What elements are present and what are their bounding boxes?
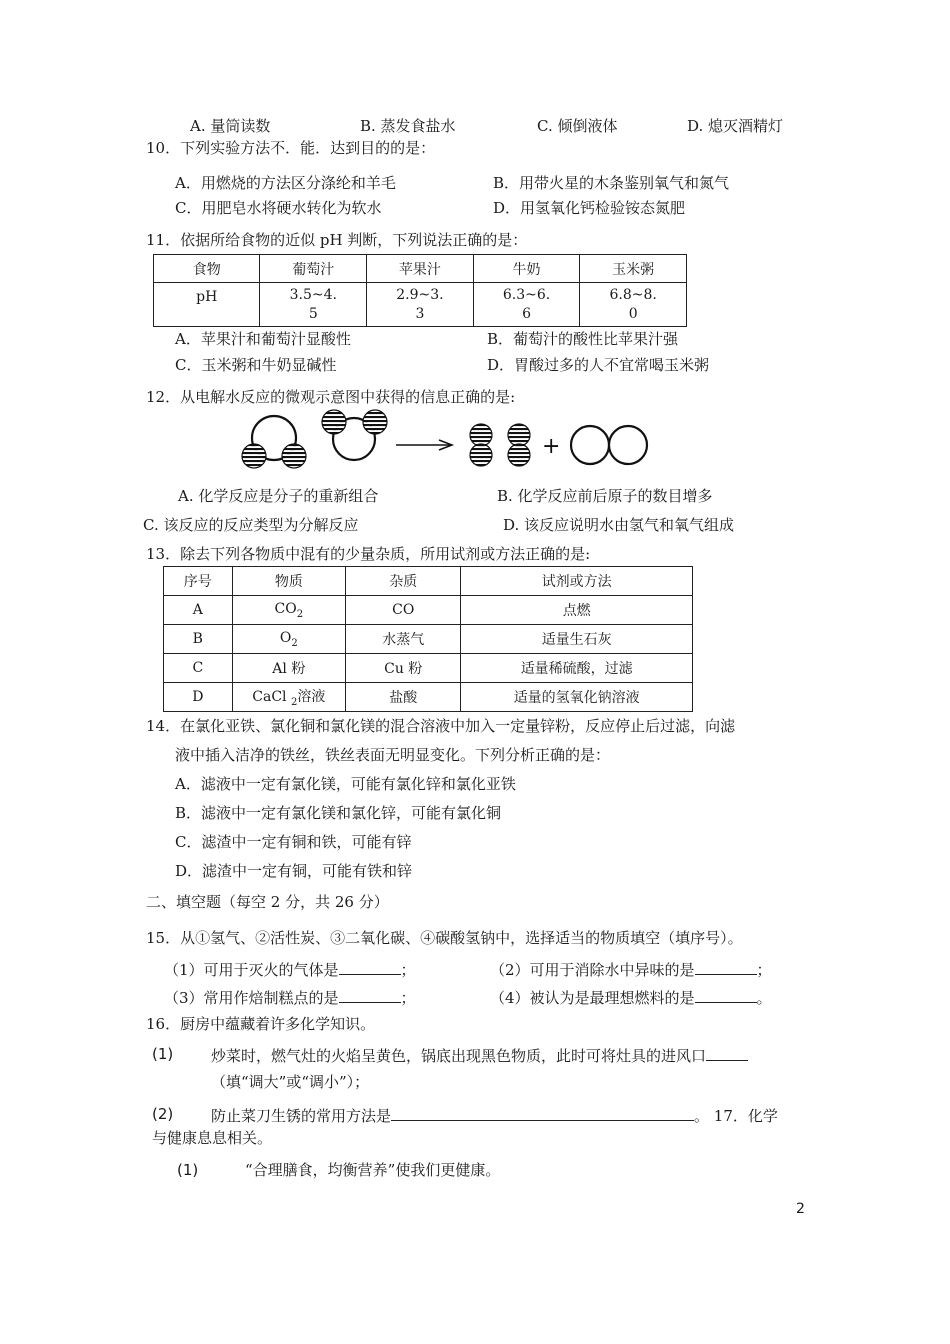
plus-sign: + <box>542 434 561 459</box>
reaction-arrow <box>396 440 452 450</box>
separator: ； <box>400 961 416 979</box>
q15-stem: 15．从①氢气、②活性炭、③二氧化碳、④碳酸氢钠中，选择适当的物质填空（填序号）。 <box>146 929 743 947</box>
q11-ph-row <box>154 283 687 327</box>
q13-id-cell: A <box>164 596 233 625</box>
table-row <box>164 683 693 712</box>
q13-header-cell: 试剂或方法 <box>461 567 693 596</box>
subscript: 2 <box>291 637 298 649</box>
q13-substance-cell <box>232 625 345 654</box>
ph-range-bottom: 3 <box>415 305 425 322</box>
q12-option-c: C. 该反应的反应类型为分解反应 <box>143 516 359 534</box>
q10-options-row1 <box>0 172 950 194</box>
table-row <box>164 654 693 683</box>
q10-option-c: C．用肥皂水将硬水转化为软水 <box>175 199 382 217</box>
q13-table <box>163 566 693 712</box>
q14-option-a: A．滤液中一定有氯化镁，可能有氯化锌和氯化亚铁 <box>175 775 516 793</box>
q13-impurity-cell: CO <box>346 596 461 625</box>
substance-formula: O <box>279 629 292 646</box>
item-text: （3）常用作焙制糕点的是 <box>164 989 339 1007</box>
q15-item-4 <box>490 986 772 1008</box>
oxygen-atom <box>571 426 609 464</box>
q15-item-3 <box>164 986 416 1008</box>
q13-id-cell: D <box>164 683 233 712</box>
answer-blank[interactable] <box>391 1104 694 1121</box>
answer-blank[interactable] <box>706 1044 748 1061</box>
substance-suffix: 溶液 <box>297 689 326 706</box>
q11-row-label: pH <box>154 283 260 327</box>
q17-part1-number: (1) <box>177 1161 199 1179</box>
subscript: 2 <box>296 608 304 620</box>
q11-ph-table <box>153 254 687 327</box>
ph-range-top: 2.9~3. <box>396 286 444 303</box>
water-molecule-1 <box>242 416 306 468</box>
hydrogen-atom <box>242 444 266 468</box>
hydrogen-atom <box>282 444 306 468</box>
substance-formula: CO <box>274 600 297 617</box>
hydrogen-molecule-1 <box>470 424 492 466</box>
q13-impurity-cell: Cu 粉 <box>346 654 461 683</box>
q9-option-b: B. 蒸发食盐水 <box>360 117 456 135</box>
q16-part1 <box>211 1044 748 1066</box>
q10-options-row2 <box>0 197 950 219</box>
table-row <box>164 596 693 625</box>
q10-option-a: A．用燃烧的方法区分涤纶和羊毛 <box>175 174 396 192</box>
q12-stem: 12．从电解水反应的微观示意图中获得的信息正确的是: <box>146 388 516 406</box>
q16-part2-number: (2) <box>152 1105 174 1123</box>
hydrogen-atom <box>470 424 492 446</box>
ph-range-bottom: 6 <box>522 305 531 322</box>
hydrogen-atom <box>322 410 346 434</box>
q11-option-c: C．玉米粥和牛奶显碱性 <box>175 356 337 374</box>
answer-blank[interactable] <box>695 986 757 1003</box>
q11-option-d: D．胃酸过多的人不宜常喝玉米粥 <box>487 356 710 374</box>
q14-stem-line1: 14．在氯化亚铁、氯化铜和氯化镁的混合溶液中加入一定量锌粉，反应停止后过滤，向滤 <box>146 717 736 735</box>
q11-ph-cell <box>580 283 687 327</box>
q14-stem-line2: 液中插入洁净的铁丝，铁丝表面无明显变化。下列分析正确的是： <box>175 746 611 764</box>
q11-header-cell: 苹果汁 <box>367 255 474 283</box>
q13-substance-cell <box>232 596 345 625</box>
q13-substance-cell: Al 粉 <box>232 654 345 683</box>
q11-header-cell: 食物 <box>154 255 260 283</box>
q11-options-row1 <box>0 328 950 350</box>
q13-header-cell: 序号 <box>164 567 233 596</box>
q10-option-d: D．用氢氧化钙检验铵态氮肥 <box>493 199 686 217</box>
answer-blank[interactable] <box>695 958 757 975</box>
q12-option-d: D. 该反应说明水由氢气和氧气组成 <box>503 516 735 534</box>
water-molecule-2 <box>322 410 387 460</box>
q11-ph-cell <box>260 283 367 327</box>
electrolysis-diagram <box>232 408 662 474</box>
q14-option-d: D．滤渣中一定有铜，可能有铁和锌 <box>175 862 413 880</box>
q13-header-row <box>164 567 693 596</box>
q14-option-c: C．滤渣中一定有铜和铁，可能有锌 <box>175 833 412 851</box>
ph-range-top: 3.5~4. <box>289 286 337 303</box>
q13-method-cell: 适量稀硫酸，过滤 <box>461 654 693 683</box>
q9-options <box>0 115 950 137</box>
q12-options-row2 <box>0 514 950 536</box>
item-text: （2）可用于消除水中异味的是 <box>490 961 695 979</box>
q13-method-cell: 适量的氢氧化钠溶液 <box>461 683 693 712</box>
q13-method-cell: 点燃 <box>461 596 693 625</box>
q13-impurity-cell: 盐酸 <box>346 683 461 712</box>
q11-stem: 11．依据所给食物的近似 pH 判断，下列说法正确的是： <box>146 231 528 249</box>
q9-option-d: D. 熄灭酒精灯 <box>687 117 784 135</box>
q13-impurity-cell: 水蒸气 <box>346 625 461 654</box>
oxygen-molecule <box>571 426 647 464</box>
hydrogen-atom <box>508 424 530 446</box>
q11-option-a: A．苹果汁和葡萄汁显酸性 <box>175 330 351 348</box>
ph-range-bottom: 5 <box>308 305 318 322</box>
item-text: （4）被认为是最理想燃料的是 <box>490 989 695 1007</box>
subscript: 2 <box>290 696 298 708</box>
q13-header-cell: 物质 <box>232 567 345 596</box>
ph-range-bottom: 0 <box>628 305 638 322</box>
q11-ph-cell <box>367 283 474 327</box>
q10-option-b: B．用带火星的木条鉴别氧气和氮气 <box>493 174 730 192</box>
page-number: 2 <box>796 1201 805 1217</box>
hydrogen-atom <box>470 444 492 466</box>
q16-stem: 16．厨房中蕴藏着许多化学知识。 <box>146 1015 376 1033</box>
q9-option-a: A. 量筒读数 <box>190 117 271 135</box>
q11-header-row <box>154 255 687 283</box>
q11-header-cell: 葡萄汁 <box>260 255 367 283</box>
q16-part1-line2: （填“调大”或“调小”）； <box>211 1073 370 1091</box>
q12-option-b: B. 化学反应前后原子的数目增多 <box>497 487 713 505</box>
q13-stem: 13．除去下列各物质中混有的少量杂质，所用试剂或方法正确的是: <box>146 545 591 563</box>
answer-blank[interactable] <box>339 986 401 1003</box>
hydrogen-molecule-2 <box>508 424 530 466</box>
q13-method-cell: 适量生石灰 <box>461 625 693 654</box>
item-text: （1）可用于灭火的气体是 <box>164 961 339 979</box>
q10-stem: 10．下列实验方法不．能．达到目的的是： <box>146 139 436 157</box>
q15-item-1 <box>164 958 416 980</box>
q9-option-c: C. 倾倒液体 <box>537 117 618 135</box>
q12-options-row1 <box>0 485 950 507</box>
q17-stem-continued: 与健康息息相关。 <box>152 1129 273 1147</box>
q11-header-cell: 玉米粥 <box>580 255 687 283</box>
q11-header-cell: 牛奶 <box>473 255 580 283</box>
q14-option-b: B．滤液中一定有氯化镁和氯化锌，可能有氯化铜 <box>175 804 502 822</box>
hydrogen-atom <box>363 410 387 434</box>
q16-part1-text: 炒菜时，燃气灶的火焰呈黄色，锅底出现黑色物质，此时可将灶具的进风口 <box>211 1047 707 1065</box>
q15-item-2 <box>490 958 772 980</box>
q11-option-b: B．葡萄汁的酸性比苹果汁强 <box>487 330 679 348</box>
q11-options-row2 <box>0 354 950 376</box>
q17-part1: “合理膳食，均衡营养”使我们更健康。 <box>245 1161 501 1179</box>
q13-id-cell: C <box>164 654 233 683</box>
answer-blank[interactable] <box>339 958 401 975</box>
q16-part1-number: (1) <box>152 1045 174 1063</box>
ph-range-top: 6.3~6. <box>502 286 551 303</box>
q16-part2-end: 。 17．化学 <box>694 1107 778 1125</box>
q13-header-cell: 杂质 <box>346 567 461 596</box>
separator: 。 <box>756 989 772 1007</box>
q13-substance-cell <box>232 683 345 712</box>
substance-formula: CaCl <box>252 689 291 706</box>
oxygen-atom <box>609 426 647 464</box>
q13-id-cell: B <box>164 625 233 654</box>
hydrogen-atom <box>508 444 530 466</box>
ph-range-top: 6.8~8. <box>609 286 657 303</box>
separator: ； <box>756 961 772 979</box>
q12-option-a: A. 化学反应是分子的重新组合 <box>178 487 379 505</box>
q16-part2 <box>211 1104 778 1126</box>
q11-ph-cell <box>473 283 580 327</box>
section-title: 二、填空题（每空 2 分，共 26 分） <box>146 893 389 911</box>
table-row <box>164 625 693 654</box>
separator: ； <box>400 989 416 1007</box>
q16-part2-text: 防止菜刀生锈的常用方法是 <box>211 1107 392 1125</box>
